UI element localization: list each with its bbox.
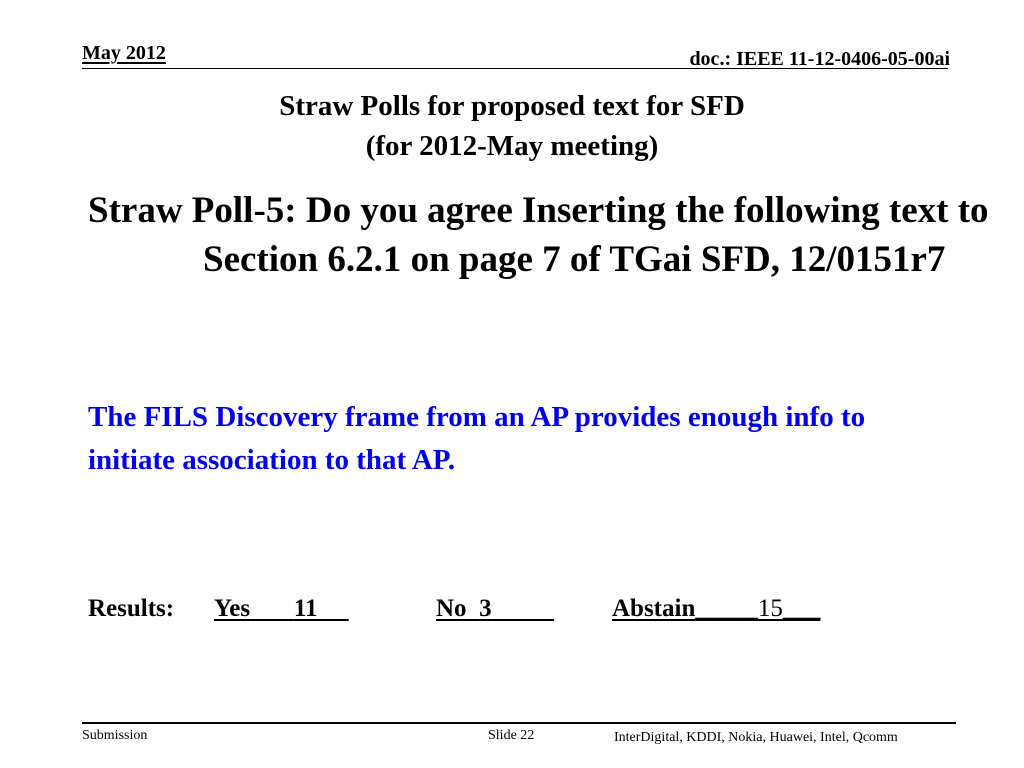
results-no-label: No [436,595,467,622]
footer-submission: Submission [82,728,148,743]
footer-authors: InterDigital, KDDI, Nokia, Huawei, Intel, Qcomm [614,730,898,745]
header-date: May 2012 [82,42,166,64]
results-label: Results: [88,595,175,622]
proposed-text: The FILS Discovery frame from an AP provides enough info to initiate association to that AP. [88,401,866,476]
results-yes-label: Yes [214,595,251,622]
results-abstain-count: 15 [757,595,783,622]
footer-divider [82,722,956,724]
header-divider [82,68,948,69]
results-no [436,594,554,624]
results-abstain: Abstain_____15___ [612,595,821,622]
header-doc-id: doc.: IEEE 11-12-0406-05-00ai [689,48,950,70]
slide-title-line2: (for 2012-May meeting) [365,130,659,162]
poll-question: Straw Poll-5: Do you agree Inserting the following text to Section 6.2.1 on page 7 of TGai SFD, 12/0151r7 [88,190,989,280]
slide-title-line1: Straw Polls for proposed text for SFD [279,90,745,122]
results-yes [214,594,349,624]
results-yes-count: 11 [293,595,318,622]
footer-slide-number: Slide 22 [488,728,535,743]
results-abstain-label: Abstain [612,595,696,622]
results-no-count: 3 [479,595,492,622]
slide-title [0,86,1024,166]
